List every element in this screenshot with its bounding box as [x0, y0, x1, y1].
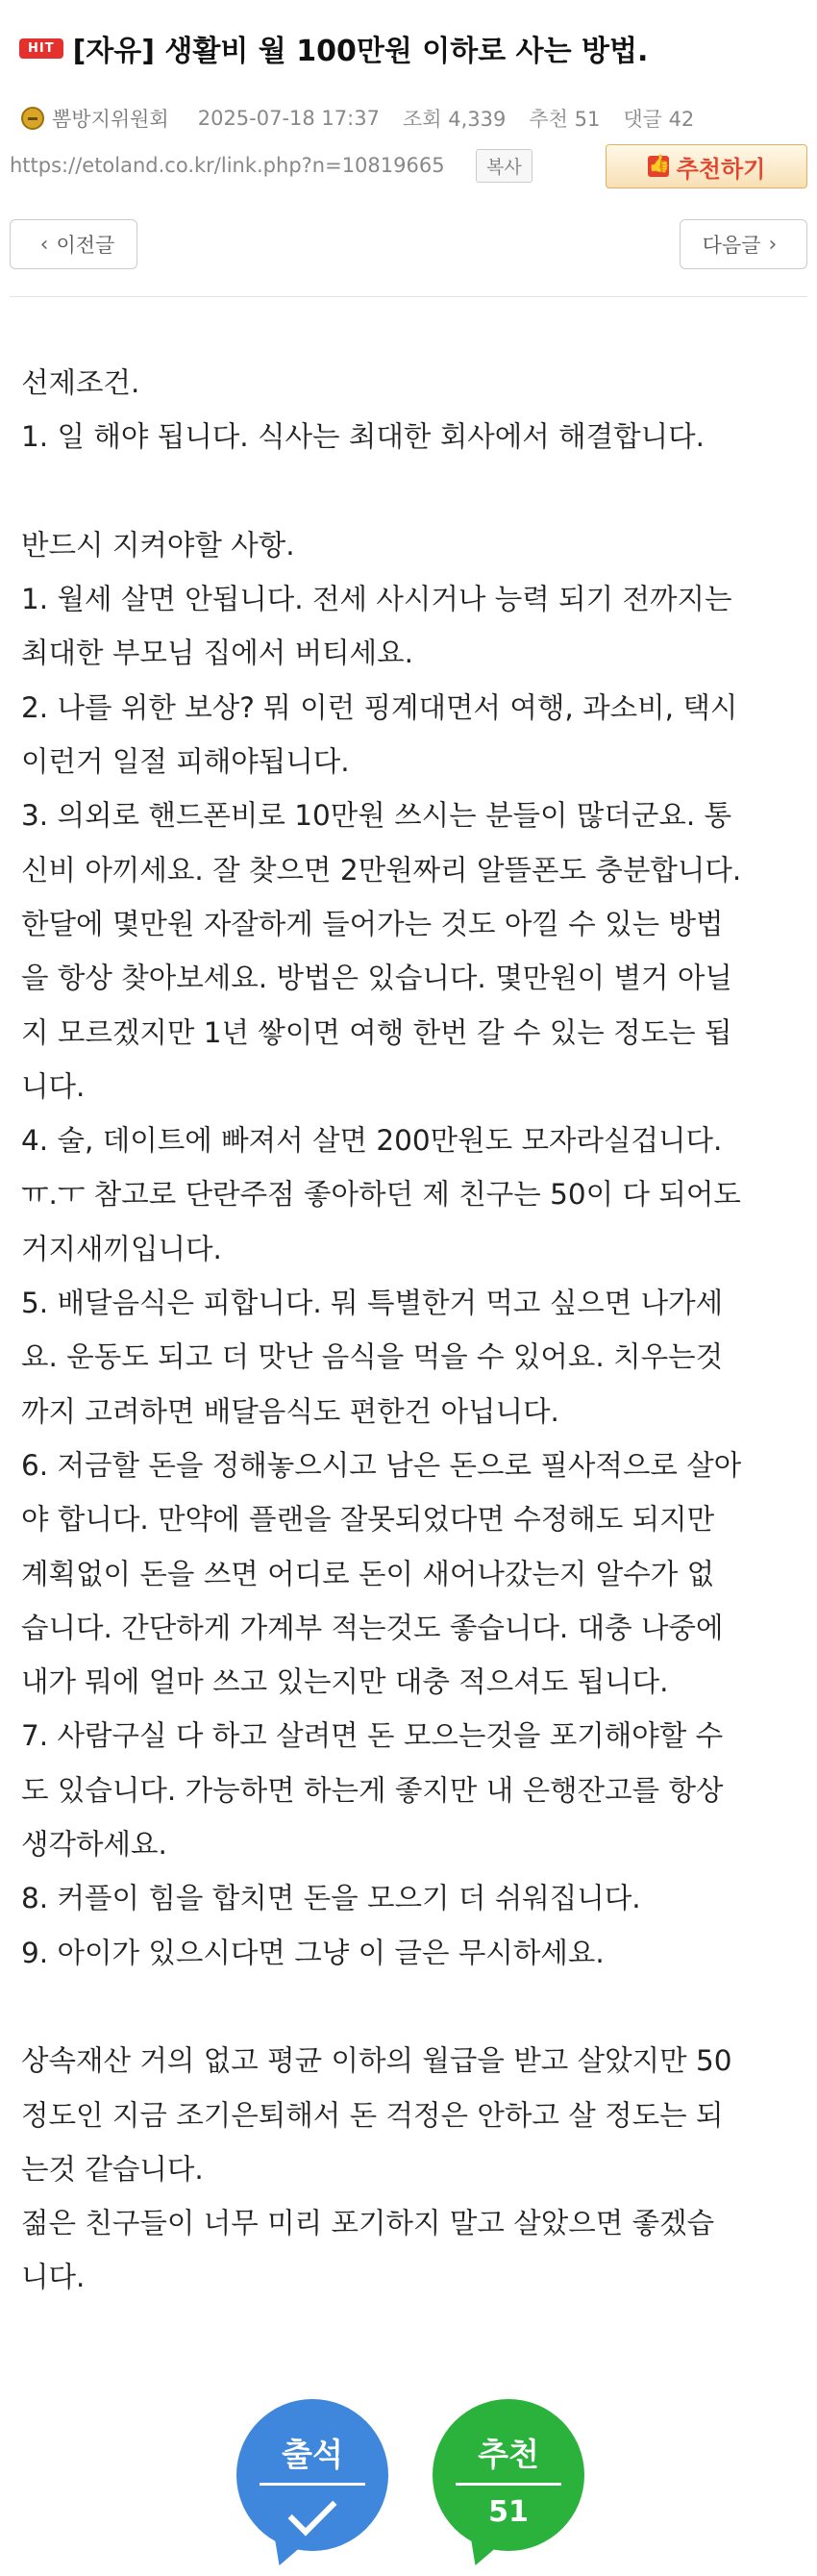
- body-line: 5. 배달음식은 피합니다. 뭐 특별한거 먹고 싶으면 나가세: [21, 1287, 724, 1320]
- body-line: 선제조건.: [21, 366, 140, 399]
- body-line: 반드시 지켜야할 사항.: [21, 528, 295, 562]
- post-link[interactable]: https://etoland.co.kr/link.php?n=10819665: [10, 154, 445, 177]
- body-line: 거지새끼입니다.: [21, 1232, 222, 1265]
- thumbs-up-icon: [648, 156, 669, 177]
- body-line: 을 항상 찾아보세요. 방법은 있습니다. 몇만원이 별거 아닐: [21, 962, 732, 995]
- author-level-icon: [21, 107, 44, 130]
- body-line: 7. 사람구실 다 하고 살려면 돈 모으는것을 포기해야할 수: [21, 1719, 724, 1753]
- body-line: 내가 뭐에 얼마 쓰고 있는지만 대충 적으셔도 됩니다.: [21, 1665, 669, 1699]
- body-line: 지 모르겠지만 1년 쌓이면 여행 한번 갈 수 있는 정도는 됩: [21, 1015, 732, 1049]
- view-count: 조회 4,339: [402, 108, 507, 131]
- body-line: 까지 고려하면 배달음식도 편한건 아닙니다.: [21, 1394, 559, 1428]
- chevron-right-icon: ›: [768, 232, 778, 257]
- body-line: 는것 같습니다.: [21, 2152, 204, 2186]
- body-line: 습니다. 간단하게 가계부 적는것도 좋습니다. 대충 나중에: [21, 1611, 724, 1644]
- comment-count[interactable]: 댓글 42: [623, 108, 695, 131]
- prev-post-label: 이전글: [56, 234, 115, 257]
- divider: [10, 296, 807, 297]
- author-name[interactable]: 뽐방지위원회: [52, 108, 169, 131]
- body-line: 최대한 부모님 집에서 버티세요.: [21, 637, 413, 670]
- next-post-label: 다음글: [702, 234, 761, 257]
- checkmark-icon: [288, 2488, 337, 2537]
- body-line: 계획없이 돈을 쓰면 어디로 돈이 새어나갔는지 알수가 없: [21, 1557, 715, 1590]
- body-line: 이런거 일절 피해야됩니다.: [21, 745, 350, 779]
- link-row: [10, 144, 807, 194]
- post-title: [자유] 생활비 월 100만원 이하로 사는 방법.: [72, 35, 649, 68]
- body-line: 8. 커플이 힘을 합치면 돈을 모으기 더 쉬워집니다.: [21, 1882, 641, 1915]
- body-line: 한달에 몇만원 자잘하게 들어가는 것도 아낄 수 있는 방법: [21, 907, 724, 940]
- body-line: 신비 아끼세요. 잘 찾으면 2만원짜리 알뜰폰도 충분합니다.: [21, 853, 742, 887]
- body-line: 도 있습니다. 가능하면 하는게 좋지만 내 은행잔고를 항상: [21, 1773, 724, 1807]
- post-meta: [21, 104, 717, 133]
- body-line: 요. 운동도 되고 더 맛난 음식을 먹을 수 있어요. 치우는것: [21, 1340, 724, 1374]
- body-line: 2. 나를 위한 보상? 뭐 이런 핑계대면서 여행, 과소비, 택시: [21, 690, 738, 724]
- body-line: 젊은 친구들이 너무 미리 포기하지 말고 살았으면 좋겠습: [21, 2207, 715, 2240]
- recommend-stamp-button[interactable]: [433, 2399, 584, 2551]
- prev-post-button[interactable]: [10, 219, 137, 269]
- next-post-button[interactable]: [680, 219, 807, 269]
- recommend-count: 추천 51: [529, 108, 601, 131]
- body-line: 생각하세요.: [21, 1828, 167, 1862]
- recommend-button-label: 추천하기: [676, 155, 766, 183]
- body-line: 정도인 지금 조기은퇴해서 돈 걱정은 안하고 살 정도는 되: [21, 2098, 724, 2132]
- recommend-stamp-count: 51: [488, 2495, 529, 2529]
- recommend-stamp-label: 추천: [478, 2436, 539, 2473]
- body-line: 니다.: [21, 2261, 86, 2294]
- attend-label: 출석: [282, 2436, 343, 2473]
- post-body: [21, 356, 809, 2305]
- post-datetime: 2025-07-18 17:37: [197, 107, 380, 130]
- chevron-left-icon: ‹: [39, 232, 49, 257]
- body-line: 9. 아이가 있으시다면 그냥 이 글은 무시하세요.: [21, 1936, 605, 1969]
- blank-line: [21, 1980, 809, 2034]
- attend-stamp-button[interactable]: [236, 2399, 388, 2551]
- body-line: 4. 술, 데이트에 빠져서 살면 200만원도 모자라실겁니다.: [21, 1124, 723, 1158]
- stamp-divider: [260, 2483, 365, 2486]
- body-line: ㅠ.ㅜ 참고로 단란주점 좋아하던 제 친구는 50이 다 되어도: [21, 1178, 741, 1212]
- body-line: 1. 월세 살면 안됩니다. 전세 사시거나 능력 되기 전까지는: [21, 583, 732, 616]
- body-line: 3. 의외로 핸드폰비로 10만원 쓰시는 분들이 많더군요. 통: [21, 799, 732, 833]
- body-line: 1. 일 해야 됩니다. 식사는 최대한 회사에서 해결합니다.: [21, 420, 705, 454]
- body-line: 야 합니다. 만약에 플랜을 잘못되었다면 수정해도 되지만: [21, 1503, 715, 1537]
- body-line: 6. 저금할 돈을 정해놓으시고 남은 돈으로 필사적으로 살아: [21, 1448, 742, 1482]
- post-header: [19, 27, 648, 69]
- body-line: 상속재산 거의 없고 평균 이하의 월급을 받고 살았지만 50: [21, 2044, 732, 2078]
- copy-link-button[interactable]: 복사: [476, 149, 532, 183]
- recommend-button[interactable]: [606, 144, 807, 188]
- blank-line: [21, 464, 809, 518]
- body-line: 니다.: [21, 1069, 86, 1103]
- stamp-divider: [456, 2483, 561, 2486]
- hit-badge: HIT: [19, 38, 63, 59]
